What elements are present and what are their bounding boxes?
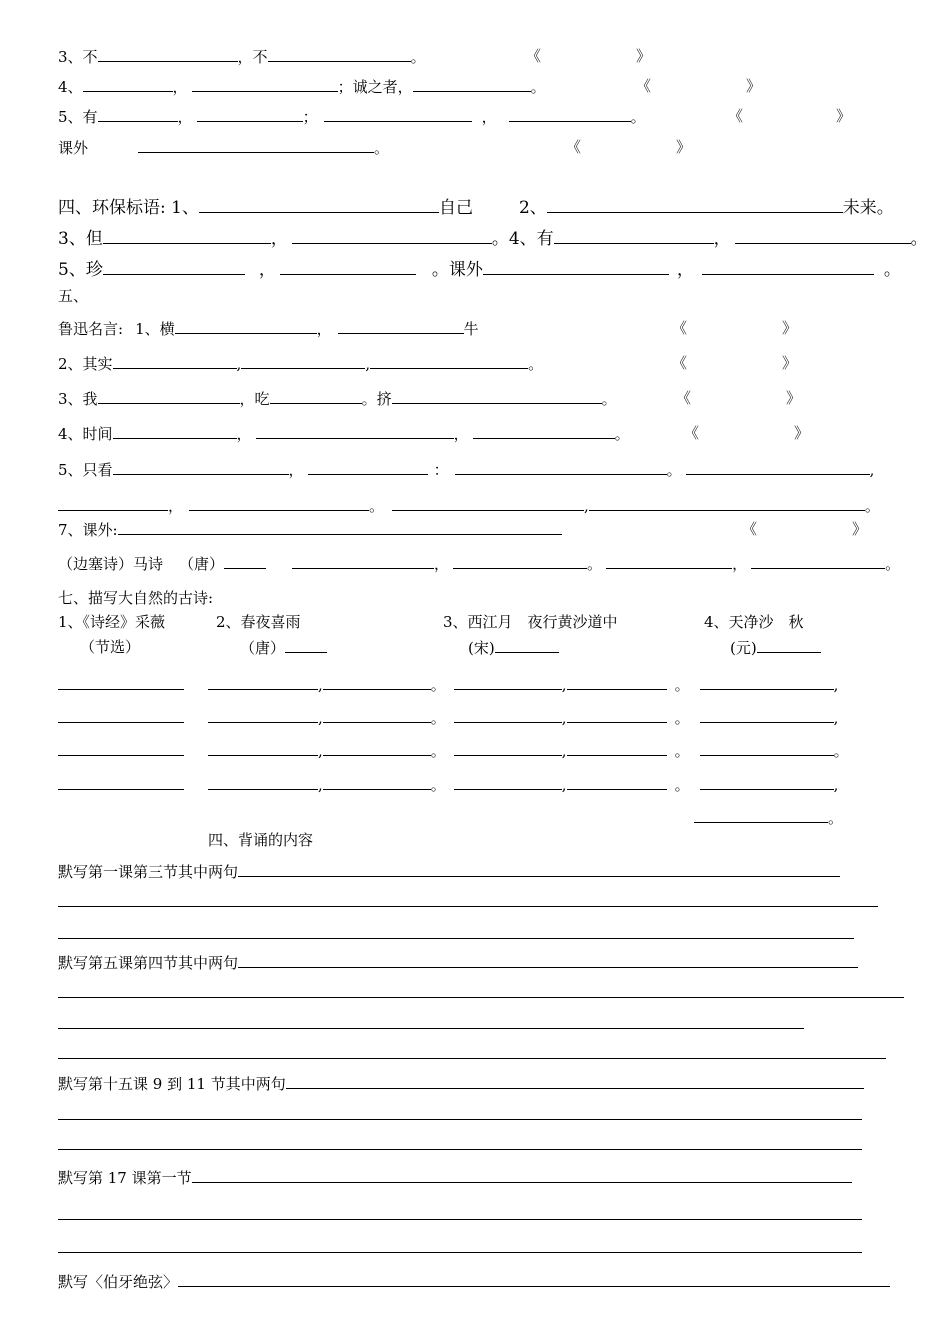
blank[interactable] [700, 675, 834, 690]
blank[interactable] [567, 775, 667, 790]
quote-line-2: 2、其实 , , 。 [58, 355, 544, 373]
book-title-bracket: 《 [672, 319, 688, 337]
blank[interactable] [453, 554, 587, 569]
blank[interactable] [694, 808, 828, 823]
blank[interactable] [138, 138, 374, 153]
blank[interactable] [175, 319, 317, 334]
line-3-label: 3、不 [58, 48, 98, 66]
blank[interactable] [268, 47, 411, 62]
blank[interactable] [98, 47, 238, 62]
blank[interactable] [192, 77, 338, 92]
book-title-bracket: 》 [794, 424, 810, 442]
blank[interactable] [292, 227, 492, 244]
quote-line-3: 3、我 ，吃 。挤 。 [58, 390, 617, 408]
line-3: 3、不 ，不 。 [58, 48, 426, 66]
blank[interactable] [567, 741, 667, 756]
quote-line-1: 鲁迅名言: 1、横 ， 牛 [58, 320, 479, 338]
blank[interactable] [454, 675, 562, 690]
dictation-2: 默写第五课第四节其中两句 [58, 953, 858, 972]
blank[interactable] [338, 319, 464, 334]
blank[interactable] [323, 775, 431, 790]
blank[interactable] [189, 496, 369, 511]
book-title-bracket: 《 [566, 138, 582, 156]
book-title-bracket: 《 [676, 389, 692, 407]
poem-row: 。 [694, 808, 843, 827]
book-title-bracket: 》 [852, 520, 868, 538]
poem-1-subtitle: （节选） [80, 638, 141, 656]
blank[interactable] [700, 708, 834, 723]
blank[interactable] [58, 675, 184, 690]
blank[interactable] [113, 424, 237, 439]
blank[interactable] [113, 354, 237, 369]
blank[interactable] [58, 708, 184, 723]
poem-row: , 。 , 。 , [58, 675, 838, 694]
blank[interactable] [58, 775, 184, 790]
blank[interactable] [208, 741, 318, 756]
blank[interactable] [192, 1168, 852, 1183]
book-title-bracket: 》 [746, 77, 762, 95]
answer-line[interactable] [58, 1058, 886, 1059]
blank[interactable] [208, 675, 318, 690]
blank[interactable] [413, 77, 531, 92]
blank[interactable] [98, 389, 240, 404]
blank[interactable] [702, 258, 874, 275]
blank[interactable] [208, 775, 318, 790]
blank[interactable] [751, 554, 885, 569]
blank[interactable] [270, 389, 362, 404]
blank[interactable] [735, 227, 911, 244]
blank[interactable] [454, 741, 562, 756]
blank[interactable] [700, 741, 834, 756]
blank[interactable] [323, 741, 431, 756]
poem-3-author: (宋) [468, 638, 559, 657]
blank[interactable] [224, 554, 266, 569]
blank[interactable] [285, 638, 327, 653]
quote-line-4: 4、时间 ， ， 。 [58, 425, 630, 443]
book-title-bracket: 《 [672, 354, 688, 372]
blank[interactable] [238, 862, 840, 877]
blank[interactable] [370, 354, 528, 369]
line-5: 5、有 ， ； ， 。 [58, 108, 646, 126]
dictation-4: 默写第 17 课第一节 [58, 1168, 852, 1187]
poem-1-title: 1、《诗经》采薇 [58, 613, 166, 631]
blank[interactable] [241, 354, 365, 369]
blank[interactable] [113, 460, 289, 475]
blank[interactable] [197, 107, 303, 122]
book-title-bracket: 《 [636, 77, 652, 95]
blank[interactable] [103, 227, 271, 244]
book-title-bracket: 》 [782, 354, 798, 372]
section-7-heading: 七、描写大自然的古诗: [58, 589, 214, 607]
blank[interactable] [292, 554, 434, 569]
answer-line[interactable] [58, 1119, 862, 1120]
blank[interactable] [589, 496, 865, 511]
book-title-bracket: 《 [684, 424, 700, 442]
blank[interactable] [286, 1074, 864, 1089]
slogan-line-2: 3、但 ， 。4、有 ， 。 [58, 229, 928, 249]
blank[interactable] [208, 708, 318, 723]
book-title-bracket: 》 [636, 47, 652, 65]
blank[interactable] [392, 496, 584, 511]
blank[interactable] [98, 107, 178, 122]
blank[interactable] [199, 196, 439, 213]
poem-ma-shi: （边塞诗）马诗 （唐） ， 。 ， 。 [58, 555, 901, 573]
recite-heading: 四、背诵的内容 [208, 831, 314, 849]
blank[interactable] [392, 389, 602, 404]
blank[interactable] [567, 675, 667, 690]
answer-line[interactable] [58, 938, 854, 939]
blank[interactable] [483, 258, 669, 275]
blank[interactable] [547, 196, 843, 213]
answer-line[interactable] [58, 1252, 862, 1253]
blank[interactable] [324, 107, 472, 122]
blank[interactable] [256, 424, 454, 439]
blank[interactable] [757, 638, 821, 653]
dictation-5: 默写〈伯牙绝弦〉 [58, 1272, 890, 1291]
blank[interactable] [606, 554, 732, 569]
blank[interactable] [118, 520, 562, 535]
blank[interactable] [454, 775, 562, 790]
quote-line-6: ， 。 , 。 [58, 496, 880, 515]
blank[interactable] [686, 460, 870, 475]
book-title-bracket: 《 [728, 107, 744, 125]
book-title-bracket: 《 [742, 520, 758, 538]
blank[interactable] [280, 258, 416, 275]
blank[interactable] [455, 460, 667, 475]
blank[interactable] [567, 708, 667, 723]
poem-4-title: 4、天净沙 秋 [704, 613, 804, 631]
poem-3-title: 3、西江月 夜行黄沙道中 [443, 613, 618, 631]
blank[interactable] [509, 107, 631, 122]
blank[interactable] [495, 638, 559, 653]
blank[interactable] [700, 775, 834, 790]
blank[interactable] [554, 227, 714, 244]
blank[interactable] [473, 424, 615, 439]
poem-row: , 。 , 。 , [58, 775, 838, 794]
answer-line[interactable] [58, 1219, 862, 1220]
poem-row: , 。 , 。 。 [58, 741, 849, 760]
line-extracurricular: 课外 。 [58, 139, 390, 157]
blank[interactable] [103, 258, 245, 275]
dictation-3: 默写第十五课 9 到 11 节其中两句 [58, 1074, 864, 1093]
blank[interactable] [323, 675, 431, 690]
blank[interactable] [83, 77, 173, 92]
poem-row: , 。 , 。 , [58, 708, 838, 727]
answer-line[interactable] [58, 906, 878, 907]
book-title-bracket: 《 [526, 47, 542, 65]
section-5-heading: 五、 [58, 287, 89, 305]
blank[interactable] [308, 460, 428, 475]
poem-2-author: （唐） [240, 638, 327, 657]
blank[interactable] [58, 741, 184, 756]
blank[interactable] [238, 953, 858, 968]
quote-line-7: 7、课外: [58, 520, 562, 539]
poem-4-author: (元) [730, 638, 821, 657]
blank[interactable] [58, 496, 168, 511]
answer-line[interactable] [58, 1149, 862, 1150]
line-4: 4、 ， ；诚之者， 。 [58, 78, 546, 96]
book-title-bracket: 》 [786, 389, 802, 407]
book-title-bracket: 》 [782, 319, 798, 337]
book-title-bracket: 》 [676, 138, 692, 156]
quote-line-5: 5、只看 ， ： 。 , [58, 461, 875, 479]
slogan-line-1: 四、环保标语: 1、 自己 2、 未来。 [58, 198, 894, 218]
answer-line[interactable] [58, 1028, 804, 1029]
poem-2-title: 2、春夜喜雨 [216, 613, 301, 631]
slogan-line-3: 5、珍 ， 。课外 ， 。 [58, 260, 901, 280]
book-title-bracket: 》 [836, 107, 852, 125]
blank[interactable] [178, 1272, 890, 1287]
answer-line[interactable] [58, 997, 904, 998]
dictation-1: 默写第一课第三节其中两句 [58, 862, 840, 881]
blank[interactable] [323, 708, 431, 723]
blank[interactable] [454, 708, 562, 723]
